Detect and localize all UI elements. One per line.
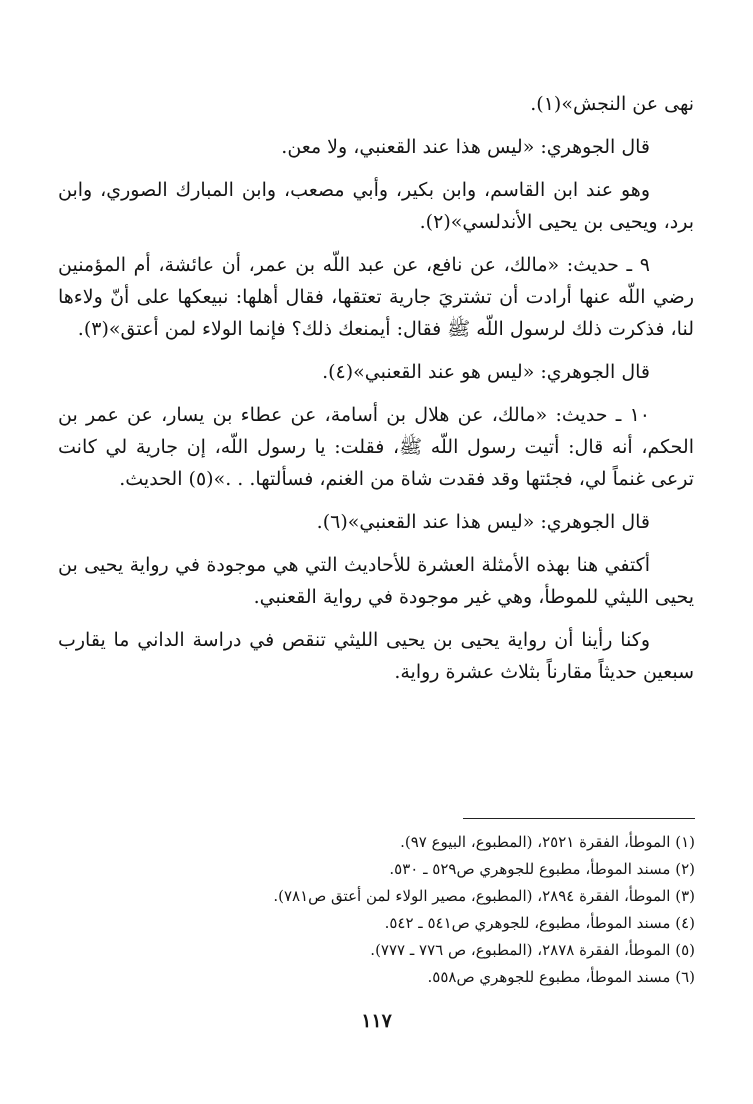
paragraph-4: ٩ ـ حديث: «مالك، عن نافع، عن عبد اللّه بن عمر، أن عائشة، أم المؤمنين رضي اللّه عنها أرادت أن تشتريَ جارية تعتقها، فقال أهلها: نبيعكها على أنّ ولاءها لنا، فذكرت ذلك لرسول اللّه ﷺ فقال: أيمنعك ذلك؟ فإنما الولاء لمن أعتق»(٣). bbox=[58, 254, 694, 340]
paragraph-1: نهى عن النجش»(١). bbox=[530, 93, 694, 115]
footnote-4: (٤) مسند الموطأ، مطبوع، للجوهري ص٥٤١ ـ ٥٤٢. bbox=[384, 914, 695, 932]
page-number: ١١٧ bbox=[361, 1010, 392, 1032]
footnote-divider bbox=[463, 818, 695, 819]
paragraph-9: وكنا رأينا أن رواية يحيى بن يحيى الليثي تنقص في دراسة الداني ما يقارب سبعين حديثاً مقارناً بثلاث عشرة رواية. bbox=[58, 629, 694, 683]
paragraph-7: قال الجوهري: «ليس هذا عند القعنبي»(٦). bbox=[316, 511, 650, 533]
footnote-5: (٥) الموطأ، الفقرة ٢٨٧٨، (المطبوع، ص ٧٧٦ ـ ٧٧٧). bbox=[370, 941, 695, 959]
main-text bbox=[58, 88, 694, 699]
paragraph-6: ١٠ ـ حديث: «مالك، عن هلال بن أسامة، عن عطاء بن يسار، عن عمر بن الحكم، أنه قال: أتيت رسول اللّه ﷺ، فقلت: يا رسول اللّه، إن جارية لي كانت ترعى غنماً لي، فجئتها وقد فقدت شاة من الغنم، فسألتها. . .»(٥) الحديث. bbox=[58, 404, 694, 490]
paragraph-8: أكتفي هنا بهذه الأمثلة العشرة للأحاديث التي هي موجودة في رواية يحيى بن يحيى الليثي للموطأ، وهي غير موجودة في رواية القعنبي. bbox=[58, 554, 694, 608]
footnotes-list bbox=[59, 829, 695, 991]
paragraph-3: وهو عند ابن القاسم، وابن بكير، وأبي مصعب، وابن المبارك الصوري، وابن برد، ويحيى بن يحيى الأندلسي»(٢). bbox=[58, 179, 694, 233]
footnote-1: (١) الموطأ، الفقرة ٢٥٢١، (المطبوع، البيوع ٩٧). bbox=[400, 833, 695, 851]
footnote-3: (٣) الموطأ، الفقرة ٢٨٩٤، (المطبوع، مصير الولاء لمن أعتق ص٧٨١). bbox=[273, 887, 695, 905]
paragraph-5: قال الجوهري: «ليس هو عند القعنبي»(٤). bbox=[322, 361, 650, 383]
paragraph-2: قال الجوهري: «ليس هذا عند القعنبي، ولا معن. bbox=[281, 136, 650, 158]
footnote-2: (٢) مسند الموطأ، مطبوع للجوهري ص٥٢٩ ـ ٥٣٠. bbox=[389, 860, 695, 878]
footnote-6: (٦) مسند الموطأ، مطبوع للجوهري ص٥٥٨. bbox=[427, 968, 695, 986]
